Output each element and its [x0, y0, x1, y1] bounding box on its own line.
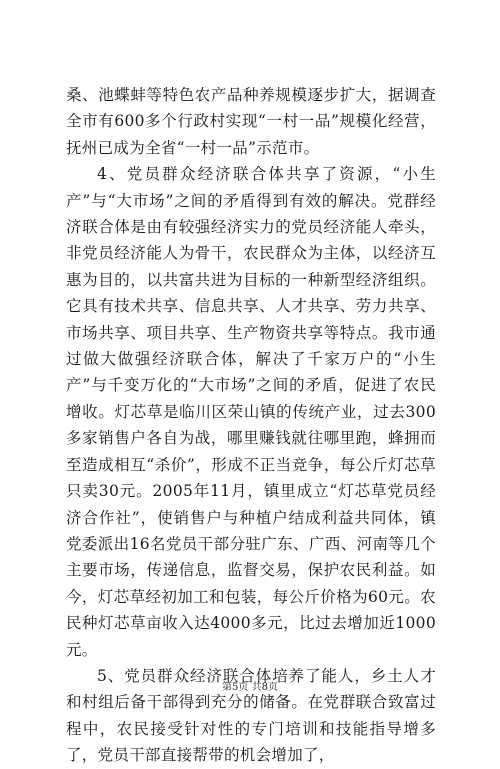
- paragraph-item-5: 5、党员群众经济联合体培养了能人，乡土人才和村组后备干部得到充分的储备。在党群联合致富过程中，农民接受针对性的专门培训和技能指导增多了，党员干部直接帮带的机会增加了，: [66, 666, 436, 765]
- paragraph-continuation: 桑、池蝶蚌等特色农产品种养规模逐步扩大，据调查全市有600多个行政村实现“一村一品”规模化经营，抚州已成为全省“一村一品”示范市。: [66, 86, 436, 157]
- page-footer: 第5页 共8页: [222, 682, 278, 693]
- document-body: [66, 82, 436, 769]
- paragraph-item-4: 4、党员群众经济联合体共享了资源，“小生产”与“大市场”之间的矛盾得到有效的解决。党群经济联合体是由有较强经济实力的党员经济能人牵头，非党员经济能人为骨干，农民群众为主体，以经济互惠为目的，以共富共进为目标的一种新型经济组织。它具有技术共享、信息共享、人才共享、劳力共享、市场共享、项目共享、生产物资共享等特点。我市通过做大做强经济联合体，解决了千家万户的“小生产”与千变万化的“大市场”之间的矛盾，促进了农民增收。灯芯草是临川区荣山镇的传统产业，过去300多家销售户各自为战，哪里赚钱就往哪里跑，蜂拥而至造成相互“杀价”，形成不正当竞争，每公斤灯芯草只卖30元。2005年11月，镇里成立“灯芯草党员经济合作社”，使销售户与种植户结成利益共同体，镇党委派出16名党员干部分驻广东、广西、河南等几个主要市场，传递信息，监督交易，保护农民利益。如今，灯芯草经初加工和包装，每公斤价格为60元。农民种灯芯草亩收入达4000多元，比过去增加近1000元。: [66, 165, 436, 659]
